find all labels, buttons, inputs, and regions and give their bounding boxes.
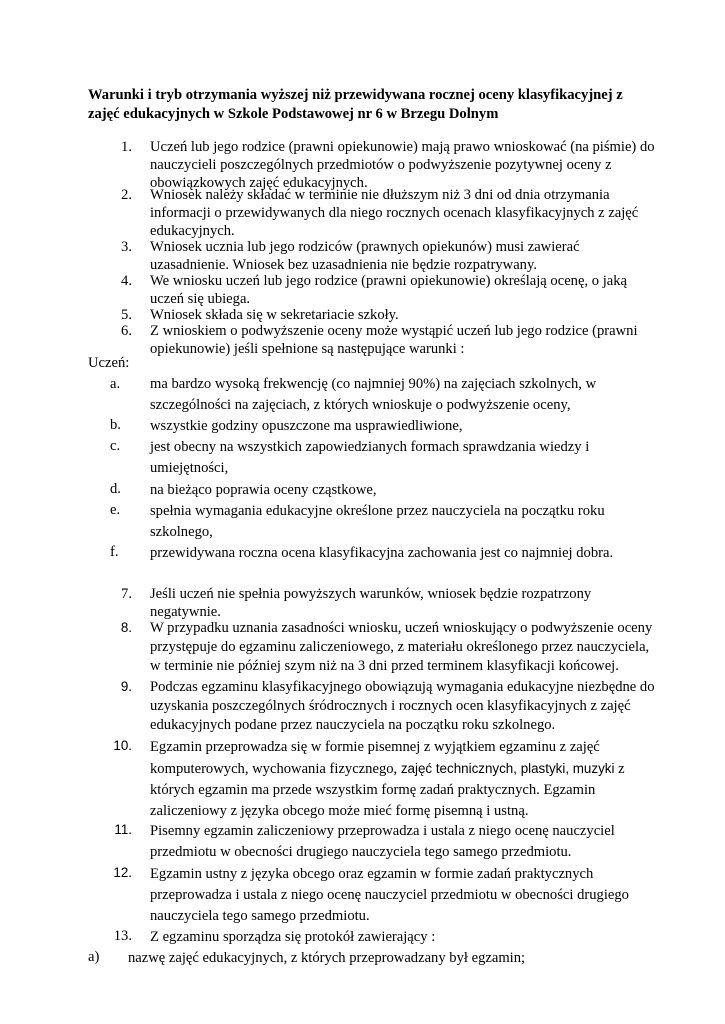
item-number: 9. (120, 679, 132, 694)
condition-line: wszystkie godziny opuszczone ma usprawiedliwione, (150, 418, 463, 434)
item-line: Egzamin ustny z języka obcego oraz egzamin w formie zadań praktycznych (150, 866, 594, 882)
uczen-label: Uczeń: (88, 355, 130, 371)
item-line: opiekunowie) jeśli spełnione są następujące warunki : (150, 341, 465, 357)
condition-letter: b. (110, 417, 121, 433)
item-number: 13. (113, 928, 132, 944)
item-line: przedmiotu w obecności drugiego nauczyciela tego samego przedmiotu. (150, 844, 572, 860)
item-line: których egzamin ma przede wszystkim formę zadań praktycznych. Egzamin (150, 782, 596, 798)
condition-line: szczególności na zajęciach, z których wnioskuje o podwyższenie oceny, (150, 397, 571, 413)
item-line: zaliczeniowy z języka obcego może mieć formę pisemną i ustną. (150, 803, 529, 819)
item-line: nauczycieli poszczególnych przedmiotów o podwyższenie pozytywnej oceny z (150, 157, 612, 173)
item-line: informacji o przewidywanych dla niego rocznych ocenach klasyfikacyjnych z zajęć (150, 205, 639, 221)
item-line: uczeń się ubiega. (150, 291, 251, 307)
item-number: 4. (121, 273, 132, 289)
item-number: 12. (113, 865, 132, 880)
protocol-letter: a) (88, 949, 100, 965)
condition-letter: a. (110, 376, 121, 392)
item-line: W przypadku uznania zasadności wniosku, uczeń wnioskujący o podwyższenie oceny (150, 620, 653, 636)
condition-letter: e. (110, 502, 121, 518)
item-number: 6. (121, 323, 132, 339)
item-line: edukacyjnych. (150, 223, 235, 239)
item-line: Wniosek składa się w sekretariacie szkoły. (150, 307, 399, 323)
item-line: Jeśli uczeń nie spełnia powyższych warunków, wniosek będzie rozpatrzony (150, 586, 592, 602)
document-title: Warunki i tryb otrzymania wyższej niż przewidywana rocznej oceny klasyfikacyjnej z zajęć edukacyjnych w Szkole Podstawowej nr 6 w Brzegu Dolnym (88, 87, 623, 122)
item-line: nauczyciela tego samego przedmiotu. (150, 908, 370, 924)
item-text: z (614, 761, 625, 777)
item-number: 5. (121, 307, 132, 323)
item-line: Z egzaminu sporządza się protokół zawierający : (150, 929, 436, 945)
item-line: Pisemny egzamin zaliczeniowy przeprowadza i ustala z niego ocenę nauczyciel (150, 823, 615, 839)
item-line: We wniosku uczeń lub jego rodzice (prawni opiekunowie) określają ocenę, o jaką (150, 273, 627, 289)
condition-letter: d. (110, 481, 121, 497)
item-number: 2. (121, 187, 132, 203)
condition-line: umiejętności, (150, 460, 229, 476)
condition-line: szkolnego, (150, 524, 213, 540)
condition-letter: f. (110, 544, 119, 560)
condition-letter: c. (110, 438, 121, 454)
condition-line: jest obecny na wszystkich zapowiedzianych formach sprawdzania wiedzy i (150, 439, 590, 455)
item-line: obowiązkowych zajęć edukacyjnych. (150, 175, 368, 191)
item-line: Uczeń lub jego rodzice (prawni opiekunowie) mają prawo wnioskować (na piśmie) do (150, 139, 655, 155)
condition-line: spełnia wymagania edukacyjne określone przez nauczyciela na początku roku (150, 503, 605, 519)
item-text-sans: zajęć technicznych, plastyki, muzyki (400, 761, 615, 776)
item-number: 11. (114, 822, 132, 837)
item-number: 8. (120, 620, 132, 635)
item-line: Wniosek należy składać w terminie nie dłuższym niż 3 dni od dnia otrzymania (150, 187, 610, 203)
item-line: w terminie nie później szym niż na 3 dni przed terminem klasyfikacji końcowej. (150, 658, 619, 674)
item-line: Podczas egzaminu klasyfikacyjnego obowiązują wymagania edukacyjne niezbędne do (150, 679, 655, 695)
condition-line: przewidywana roczna ocena klasyfikacyjna zachowania jest co najmniej dobra. (150, 545, 614, 561)
item-number: 3. (121, 239, 132, 255)
condition-line: ma bardzo wysoką frekwencję (co najmniej 90%) na zajęciach szkolnych, w (150, 376, 597, 392)
item-line: negatywnie. (150, 604, 221, 620)
item-line: uzyskania poszczególnych śródrocznych i rocznych ocen klasyfikacyjnych z zajęć (150, 698, 631, 714)
item-number: 7. (121, 586, 132, 602)
item-line: przystępuje do egzaminu zaliczeniowego, z materiału określonego przez nauczyciela, (150, 639, 650, 655)
item-line: uzasadnienie. Wniosek bez uzasadnienia nie będzie rozpatrywany. (150, 257, 537, 273)
protocol-line: nazwę zajęć edukacyjnych, z których przeprowadzany był egzamin; (128, 950, 526, 966)
item-line: Egzamin przeprowadza się w formie pisemnej z wyjątkiem egzaminu z zajęć (150, 739, 600, 755)
item-number: 1. (121, 139, 132, 155)
item-text: komputerowych, wychowania fizycznego, (150, 761, 401, 777)
condition-line: na bieżąco poprawia oceny cząstkowe, (150, 482, 377, 498)
item-line-mixed (150, 758, 625, 780)
item-line: Z wnioskiem o podwyższenie oceny może wystąpić uczeń lub jego rodzice (prawni (150, 323, 638, 339)
item-number: 10. (113, 738, 132, 753)
item-line: przeprowadza i ustala z niego ocenę nauczyciel przedmiotu w obecności drugiego (150, 887, 629, 903)
item-line: edukacyjnych podane przez nauczyciela na początku roku szkolnego. (150, 717, 556, 733)
item-line: Wniosek ucznia lub jego rodziców (prawnych opiekunów) musi zawierać (150, 239, 580, 255)
